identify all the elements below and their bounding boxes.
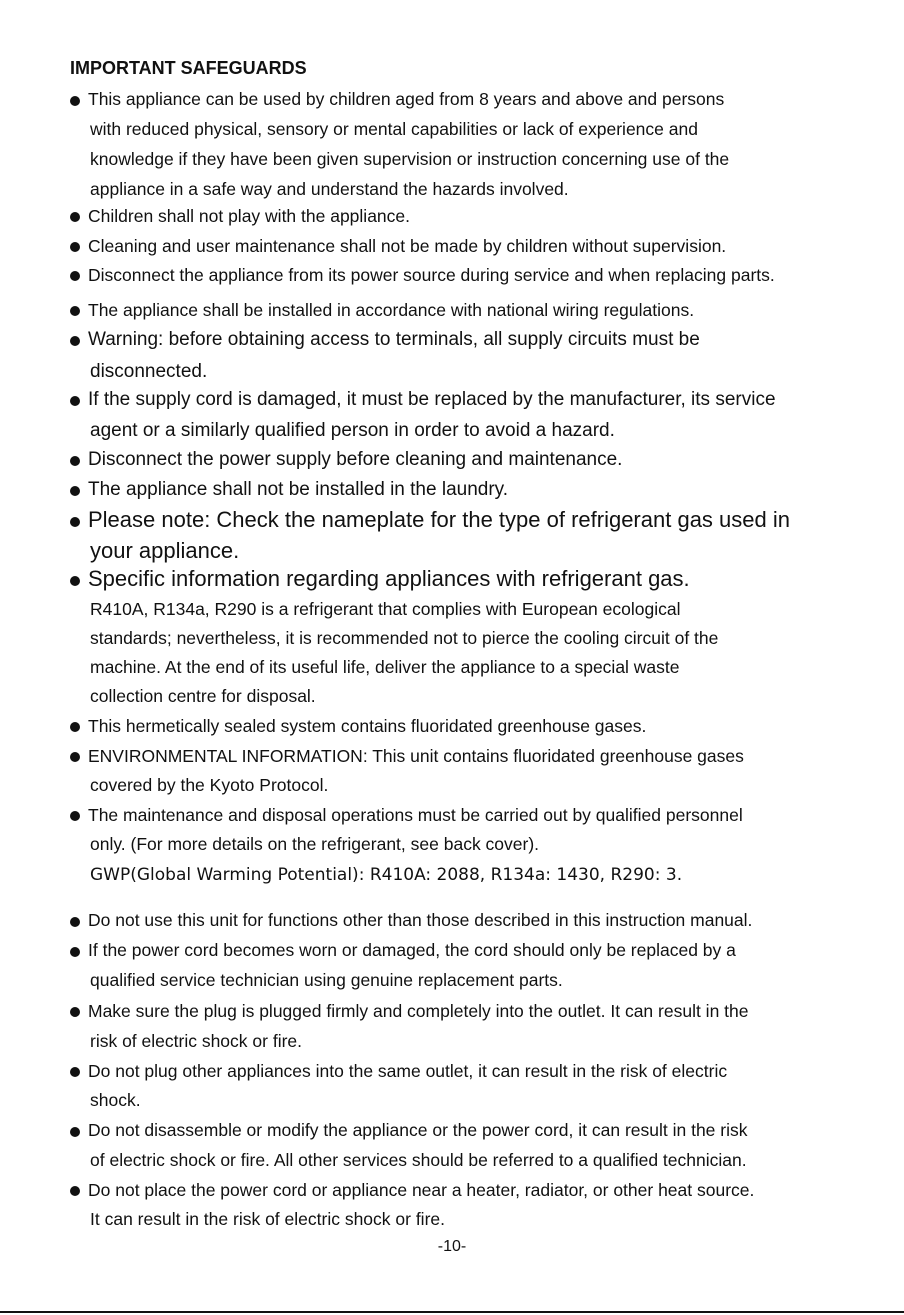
bullet-icon bbox=[70, 212, 80, 222]
section-heading: IMPORTANT SAFEGUARDS bbox=[70, 58, 307, 78]
item-line: The appliance shall not be installed in the laundry. bbox=[88, 479, 509, 500]
bullet-icon bbox=[70, 96, 80, 106]
gwp-line: GWP(Global Warming Potential): R410A: 2088, R134a: 1430, R290: 3. bbox=[90, 865, 683, 885]
item-line: Do not plug other appliances into the same outlet, it can result in the risk of electric bbox=[88, 1061, 728, 1081]
item-line: This hermetically sealed system contains fluoridated greenhouse gases. bbox=[88, 716, 647, 736]
item-line: machine. At the end of its useful life, deliver the appliance to a special waste bbox=[90, 657, 680, 677]
item-line: It can result in the risk of electric shock or fire. bbox=[90, 1209, 445, 1229]
item-line: The maintenance and disposal operations must be carried out by qualified personnel bbox=[88, 805, 743, 825]
item-line: R410A, R134a, R290 is a refrigerant that complies with European ecological bbox=[90, 599, 681, 619]
bullet-icon bbox=[70, 722, 80, 732]
bullet-icon bbox=[70, 456, 80, 466]
bullet-icon bbox=[70, 752, 80, 762]
item-line: Disconnect the appliance from its power source during service and when replacing parts. bbox=[88, 265, 775, 285]
item-line: Warning: before obtaining access to terminals, all supply circuits must be bbox=[88, 329, 700, 350]
item-line: only. (For more details on the refrigerant, see back cover). bbox=[90, 834, 540, 854]
item-line: If the power cord becomes worn or damaged, the cord should only be replaced by a bbox=[88, 940, 736, 960]
item-line: collection centre for disposal. bbox=[90, 686, 316, 706]
bullet-icon bbox=[70, 242, 80, 252]
bullet-icon bbox=[70, 1127, 80, 1137]
item-line: your appliance. bbox=[90, 538, 240, 563]
bullet-icon bbox=[70, 336, 80, 346]
bullet-icon bbox=[70, 486, 80, 496]
item-line: with reduced physical, sensory or mental capabilities or lack of experience and bbox=[90, 119, 698, 139]
bullet-icon bbox=[70, 917, 80, 927]
item-line: Children shall not play with the appliance. bbox=[88, 206, 410, 226]
bullet-icon bbox=[70, 517, 80, 527]
item-line: If the supply cord is damaged, it must be replaced by the manufacturer, its service bbox=[88, 389, 776, 410]
item-line: Disconnect the power supply before cleaning and maintenance. bbox=[88, 449, 623, 470]
item-line: The appliance shall be installed in accordance with national wiring regulations. bbox=[88, 300, 695, 320]
item-line: covered by the Kyoto Protocol. bbox=[90, 775, 329, 795]
bullet-icon bbox=[70, 1067, 80, 1077]
item-line: Cleaning and user maintenance shall not be made by children without supervision. bbox=[88, 236, 727, 256]
item-line: knowledge if they have been given supervision or instruction concerning use of the bbox=[90, 149, 730, 169]
item-line: Make sure the plug is plugged firmly and completely into the outlet. It can result in the bbox=[88, 1001, 749, 1021]
item-line: Please note: Check the nameplate for the type of refrigerant gas used in bbox=[88, 507, 790, 532]
item-line: ENVIRONMENTAL INFORMATION: This unit contains fluoridated greenhouse gases bbox=[88, 746, 744, 766]
item-line: standards; nevertheless, it is recommended not to pierce the cooling circuit of the bbox=[90, 628, 719, 648]
bullet-icon bbox=[70, 1186, 80, 1196]
bullet-icon bbox=[70, 306, 80, 316]
item-line: Specific information regarding appliances with refrigerant gas. bbox=[88, 566, 690, 591]
item-line: risk of electric shock or fire. bbox=[90, 1031, 302, 1051]
page-number: -10- bbox=[437, 1238, 467, 1255]
item-line: shock. bbox=[90, 1090, 141, 1110]
item-line: qualified service technician using genuine replacement parts. bbox=[90, 970, 563, 990]
item-line: Do not use this unit for functions other than those described in this instruction manual. bbox=[88, 910, 753, 930]
bullet-icon bbox=[70, 811, 80, 821]
item-line: agent or a similarly qualified person in order to avoid a hazard. bbox=[90, 420, 615, 441]
item-line: disconnected. bbox=[90, 361, 208, 382]
bullet-icon bbox=[70, 947, 80, 957]
item-line: of electric shock or fire. All other services should be referred to a qualified technician. bbox=[90, 1150, 747, 1170]
bullet-icon bbox=[70, 271, 80, 281]
bullet-icon bbox=[70, 576, 80, 586]
item-line: Do not disassemble or modify the appliance or the power cord, it can result in the risk bbox=[88, 1120, 748, 1140]
item-line: Do not place the power cord or appliance near a heater, radiator, or other heat source. bbox=[88, 1180, 755, 1200]
item-line: appliance in a safe way and understand the hazards involved. bbox=[90, 179, 569, 199]
bullet-icon bbox=[70, 396, 80, 406]
page-bottom-rule bbox=[0, 1311, 904, 1313]
item-line: This appliance can be used by children aged from 8 years and above and persons bbox=[88, 89, 725, 109]
bullet-icon bbox=[70, 1007, 80, 1017]
